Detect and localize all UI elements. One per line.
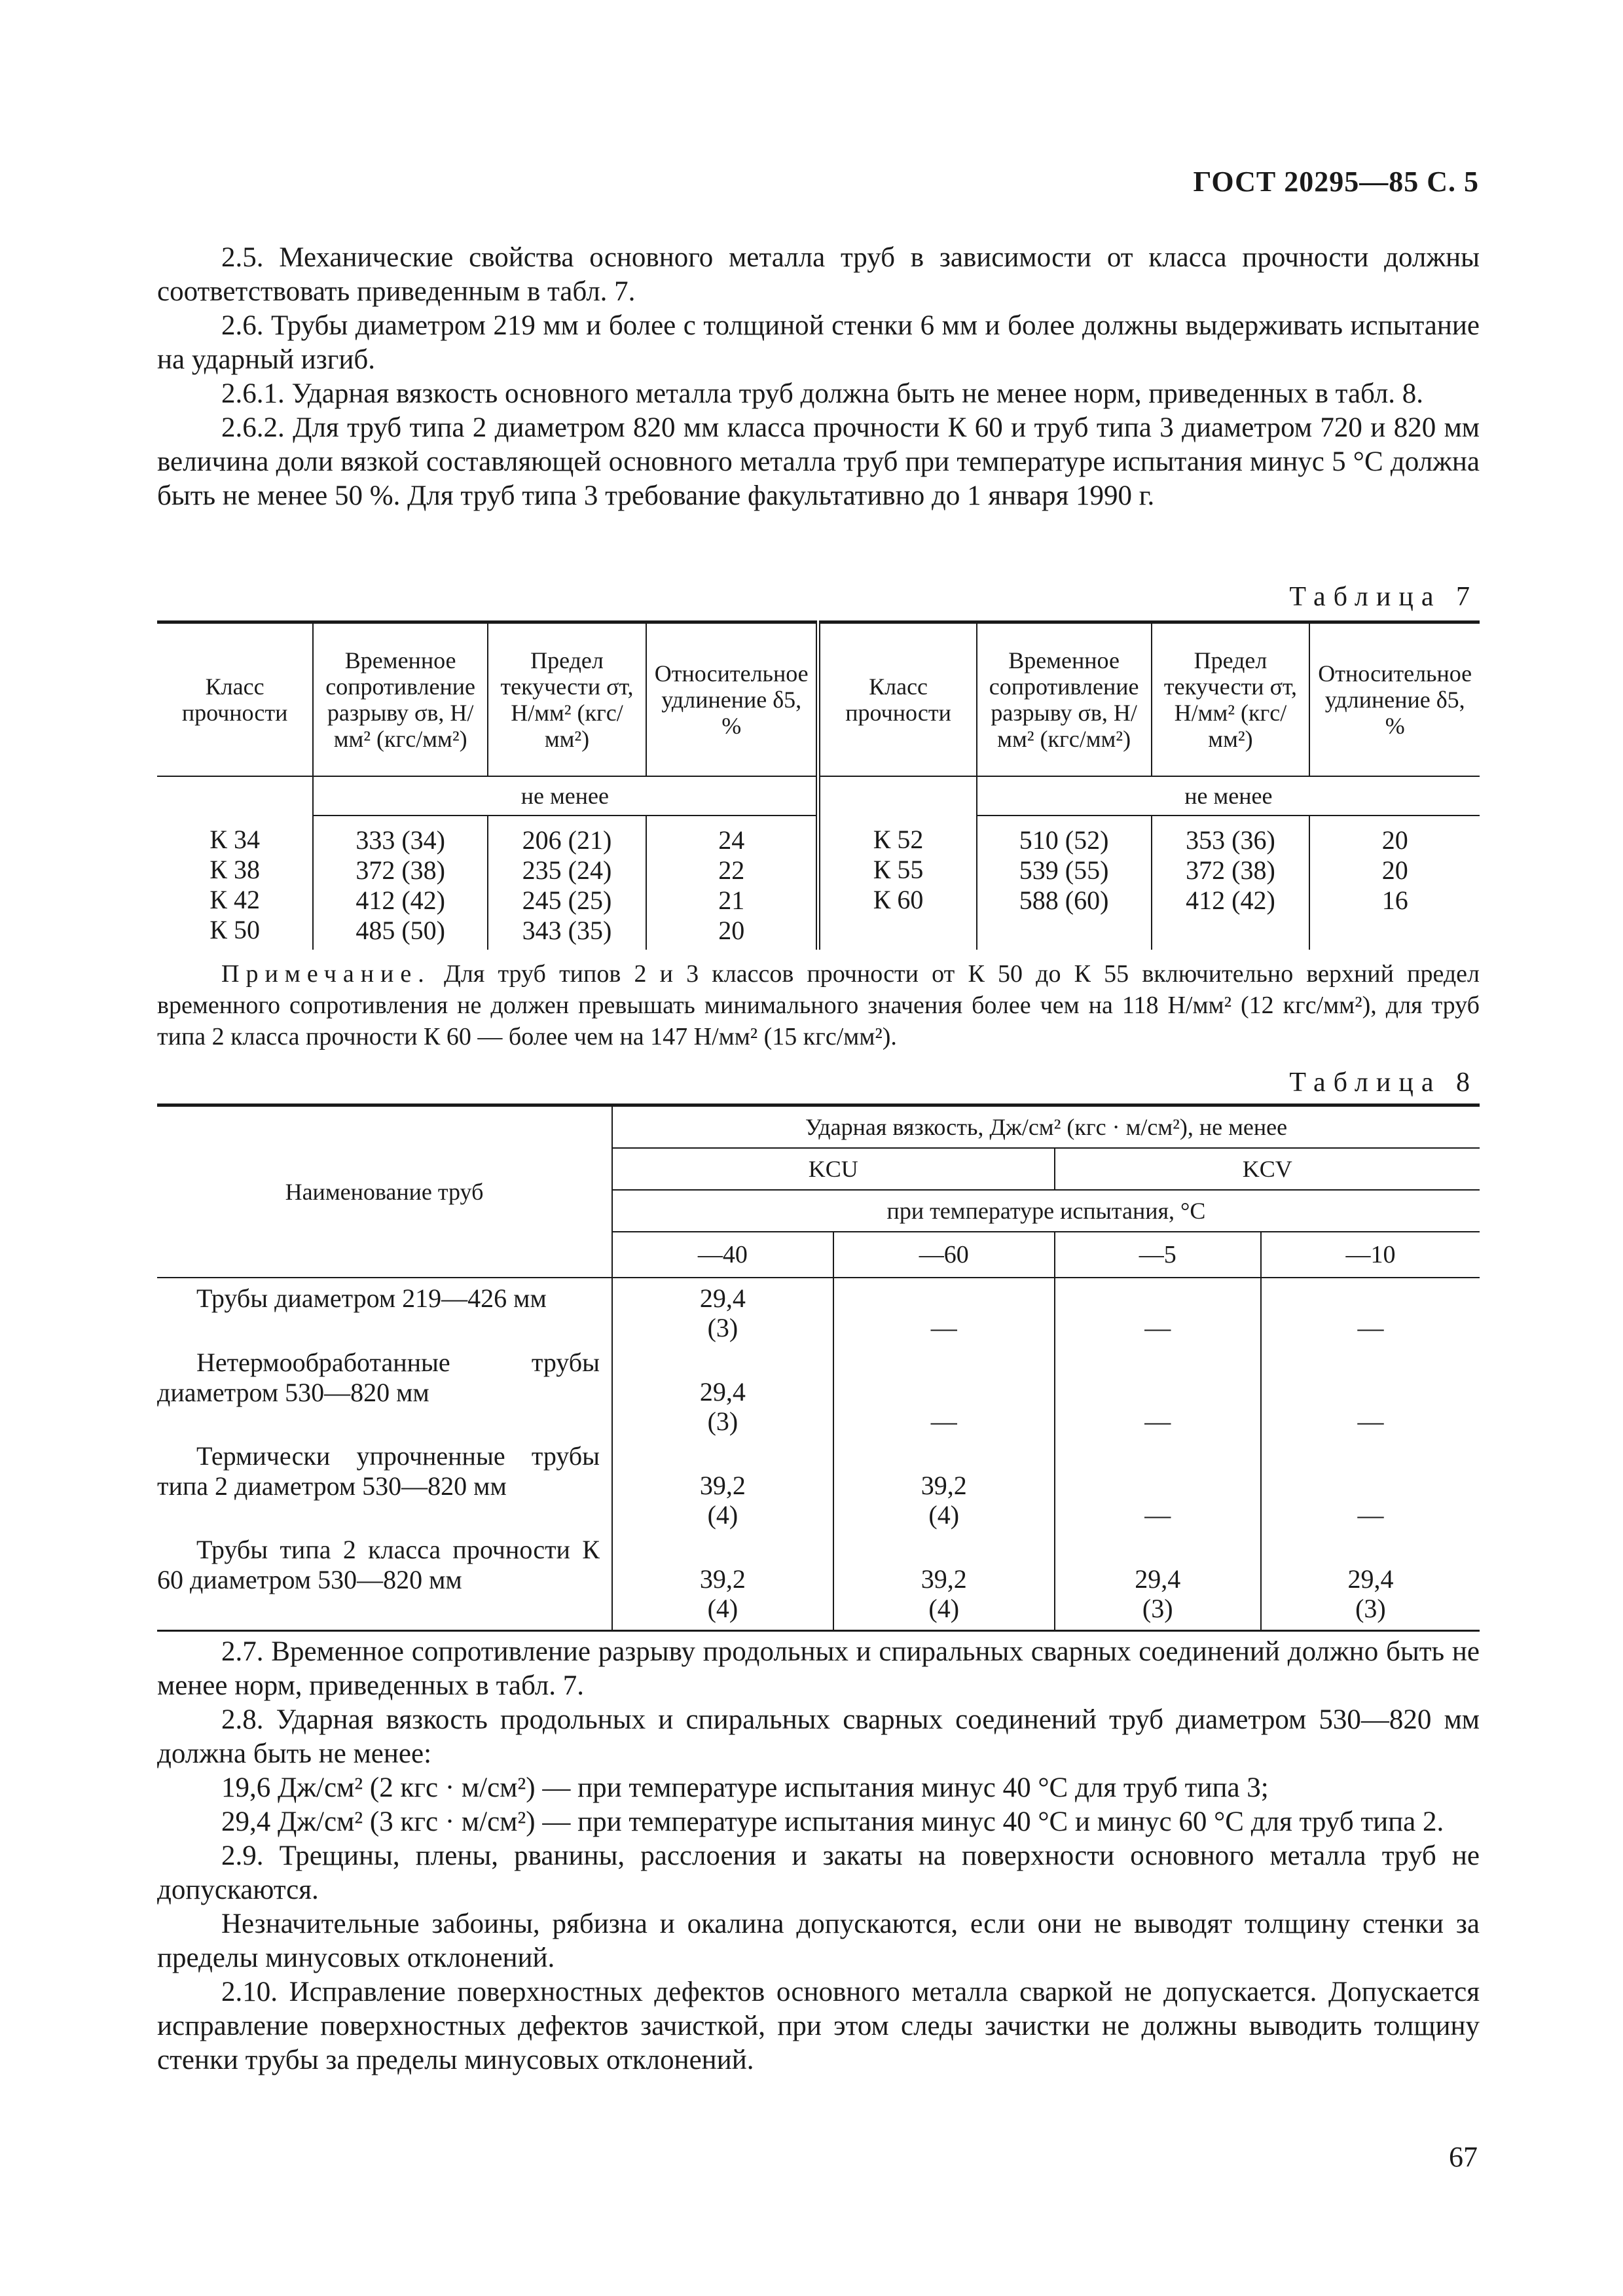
t8-cell: [1055, 1436, 1261, 1530]
t8-cell: [833, 1278, 1055, 1342]
t7-tensile-value: 539 (55): [1019, 855, 1109, 885]
t8-row-name: Нетермообработанные трубы диаметром 530—820 мм: [157, 1348, 600, 1407]
t8-cell-value: 39,2: [921, 1471, 967, 1500]
t8-cell-value: 39,2: [699, 1564, 746, 1594]
t8-cell: [1055, 1342, 1261, 1436]
t7-not-less-right: не менее: [977, 776, 1480, 816]
t8-cell-value: 29,4: [699, 1283, 746, 1313]
t8-cell: [612, 1342, 833, 1436]
paragraph-2-8-item-2: 29,4 Дж/см² (3 кгс · м/см²) — при температуре испытания минус 40 °С и минус 60 °С для труб типа 2.: [221, 1806, 1444, 1837]
paragraph-2-9-note: Незначительные забоины, рябизна и окалина допускаются, если они не выводят толщину стенки за пределы минусовых отклонений.: [157, 1909, 1480, 1973]
t8-cell: [833, 1436, 1055, 1530]
t8-cell-value: —: [1144, 1500, 1171, 1530]
page-number: 67: [1449, 2141, 1478, 2173]
t8-cell-value: —: [1357, 1500, 1384, 1530]
t8-temp-minus-5: —5: [1055, 1232, 1261, 1278]
t7-class: К 52: [873, 825, 924, 854]
t7-tensile-value: 588 (60): [1019, 886, 1109, 915]
t7-class: К 34: [210, 825, 260, 854]
table-7-caption: Таблица 7: [1289, 582, 1478, 612]
table-7: [157, 620, 1480, 950]
paragraph-2-5: 2.5. Механические свойства основного металла труб в зависимости от класса прочности должны соответствовать приведенным в табл. 7.: [157, 242, 1480, 307]
t7-elongation-value: 20: [1381, 825, 1408, 855]
t8-row-name: Трубы диаметром 219—426 мм: [196, 1283, 547, 1313]
t7-yield-value: 372 (38): [1186, 855, 1275, 885]
t8-cell: [612, 1436, 833, 1530]
t7-yield-value: 245 (25): [522, 886, 612, 915]
t8-cell-value-alt: (4): [928, 1500, 960, 1530]
t8-row: [157, 1436, 1480, 1530]
paragraph-2-6: 2.6. Трубы диаметром 219 мм и более с толщиной стенки 6 мм и более должны выдерживать испытание на ударный изгиб.: [157, 310, 1480, 375]
t8-cell-value-alt: (4): [928, 1594, 960, 1623]
t8-cell: [833, 1342, 1055, 1436]
t7-header-yield-left: Предел текучести σт, Н/мм² (кгс/мм²): [488, 622, 646, 777]
section-2-5-to-2-6-2: [157, 241, 1480, 513]
paragraph-2-9: 2.9. Трещины, плены, рванины, расслоения и закаты на поверхности основного металла труб не допускаются.: [157, 1840, 1480, 1905]
t8-row: [157, 1530, 1480, 1631]
t8-cell-value-alt: (3): [707, 1313, 739, 1342]
t8-row-name: Термически упрочненные трубы типа 2 диаметром 530—820 мм: [157, 1441, 600, 1501]
t8-header-name: Наименование труб: [157, 1105, 612, 1278]
t7-tensile-right: [977, 816, 1152, 950]
t7-blank-left: [157, 776, 313, 816]
t8-row-name: Трубы типа 2 класса прочности К 60 диаметром 530—820 мм: [157, 1530, 612, 1631]
paragraph-2-10: 2.10. Исправление поверхностных дефектов основного металла сваркой не допускается. Допускается исправление поверхностных дефектов зачисткой, при этом следы зачистки не должны выводить толщину стенки трубы за пределы минусовых отклонений.: [157, 1977, 1480, 2075]
t7-class: К 38: [210, 855, 260, 884]
t8-cell-value-alt: (3): [1355, 1594, 1386, 1623]
t8-temp-minus-40: —40: [612, 1232, 833, 1278]
t8-cell: [1261, 1436, 1480, 1530]
t7-yield-value: 412 (42): [1186, 886, 1275, 915]
t8-cell-value: —: [930, 1313, 957, 1342]
table-8-caption: Таблица 8: [1289, 1067, 1478, 1098]
note-text: Для труб типов 2 и 3 классов прочности от К 50 до К 55 включительно верхний предел временного сопротивления не должен превышать минимального значения более чем на 118 Н/мм² (12 кгс/мм²), для труб типа 2 класса прочности К 60 — более чем на 147 Н/мм² (15 кгс/мм²).: [157, 960, 1480, 1050]
t7-yield-value: 206 (21): [522, 825, 612, 855]
t7-elongation-value: 20: [1381, 855, 1408, 885]
t7-header-yield-right: Предел текучести σт, Н/мм² (кгс/мм²): [1152, 622, 1310, 777]
t8-cell-value-alt: (3): [707, 1407, 739, 1436]
t7-tensile-value: 510 (52): [1019, 825, 1109, 855]
t8-cell: [833, 1530, 1055, 1631]
paragraph-2-6-2: 2.6.2. Для труб типа 2 диаметром 820 мм класса прочности К 60 и труб типа 3 диаметром 720 и 820 мм величина доли вязкой составляющей основного металла труб при температуре испытания минус 5 °С должна быть не менее 50 %. Для труб типа 3 требование факультативно до 1 января 1990 г.: [157, 412, 1480, 511]
t8-cell: [1261, 1278, 1480, 1342]
paragraph-2-6-1: 2.6.1. Ударная вязкость основного металла труб должна быть не менее норм, приведенных в табл. 8.: [221, 378, 1424, 409]
t8-header-impact: Ударная вязкость, Дж/см² (кгс · м/см²), не менее: [612, 1105, 1480, 1149]
t8-header-temperature: при температуре испытания, °С: [612, 1190, 1480, 1232]
t7-elongation-value: 24: [718, 825, 745, 855]
t7-elongation-value: 20: [718, 916, 745, 945]
t7-header-class-right: Класс прочности: [818, 622, 977, 777]
t7-header-class-left: Класс прочности: [157, 622, 313, 777]
t7-header-elongation-left: Относительное удлинение δ5, %: [646, 622, 818, 777]
t7-yield-value: 235 (24): [522, 855, 612, 885]
t7-classes-left: [157, 816, 313, 950]
t8-cell-value: —: [1357, 1407, 1384, 1436]
t8-cell: [612, 1530, 833, 1631]
t7-class: К 50: [210, 915, 260, 944]
t8-cell-value: 39,2: [699, 1471, 746, 1500]
t7-class: К 42: [210, 885, 260, 914]
t7-tensile-value: 412 (42): [356, 886, 445, 915]
t7-yield-right: [1152, 816, 1310, 950]
t7-elongation-value: 21: [718, 886, 745, 915]
t7-header-elongation-right: Относительное удлинение δ5, %: [1309, 622, 1480, 777]
t7-yield-value: 353 (36): [1186, 825, 1275, 855]
t7-header-tensile-right: Временное сопротивление разрыву σв, Н/мм² (кгс/мм²): [977, 622, 1152, 777]
t8-cell-value-alt: (4): [707, 1594, 739, 1623]
t8-cell-value: —: [1357, 1313, 1384, 1342]
t7-not-less-left: не менее: [313, 776, 818, 816]
t7-tensile-left: [313, 816, 488, 950]
t8-temp-minus-10: —10: [1261, 1232, 1480, 1278]
t7-class: К 60: [873, 885, 924, 914]
t7-elongation-value: 16: [1381, 886, 1408, 915]
page-header: ГОСТ 20295—85 С. 5: [1193, 166, 1479, 198]
note-label: Примечание.: [221, 960, 431, 988]
paragraph-2-7: 2.7. Временное сопротивление разрыву продольных и спиральных сварных соединений должно быть не менее норм, приведенных в табл. 7.: [157, 1636, 1480, 1701]
table-7-note: [157, 958, 1480, 1052]
t7-classes-right: [818, 816, 977, 950]
t8-cell-value: —: [1144, 1407, 1171, 1436]
t8-cell-value: 39,2: [921, 1564, 967, 1594]
t8-cell: [1261, 1530, 1480, 1631]
t7-tensile-value: 485 (50): [356, 916, 445, 945]
t7-blank-right: [818, 776, 977, 816]
t7-yield-left: [488, 816, 646, 950]
t8-cell: [1261, 1342, 1480, 1436]
t8-cell-value: —: [930, 1407, 957, 1436]
t8-row: [157, 1278, 1480, 1342]
t7-elongation-value: 22: [718, 855, 745, 885]
section-2-7-to-2-10: [157, 1635, 1480, 2077]
t7-elongation-left: [646, 816, 818, 950]
t7-class: К 55: [873, 855, 924, 884]
table-8: [157, 1103, 1480, 1632]
t8-cell-value: 29,4: [1135, 1564, 1181, 1594]
t8-row: [157, 1342, 1480, 1436]
t8-header-kcu: KCU: [612, 1148, 1055, 1190]
paragraph-2-8: 2.8. Ударная вязкость продольных и спиральных сварных соединений труб диаметром 530—820 мм должна быть не менее:: [157, 1704, 1480, 1769]
t8-temp-minus-60: —60: [833, 1232, 1055, 1278]
t8-cell-value: —: [1144, 1313, 1171, 1342]
t7-header-tensile-left: Временное сопротивление разрыву σв, Н/мм² (кгс/мм²): [313, 622, 488, 777]
t7-yield-value: 343 (35): [522, 916, 612, 945]
t8-cell-value: 29,4: [699, 1377, 746, 1407]
t8-cell-value-alt: (4): [707, 1500, 739, 1530]
t7-tensile-value: 372 (38): [356, 855, 445, 885]
t7-elongation-right: [1309, 816, 1480, 950]
paragraph-2-8-item-1: 19,6 Дж/см² (2 кгс · м/см²) — при температуре испытания минус 40 °С для труб типа 3;: [221, 1772, 1269, 1803]
t8-cell: [1055, 1278, 1261, 1342]
t8-cell: [612, 1278, 833, 1342]
t7-tensile-value: 333 (34): [356, 825, 445, 855]
t8-cell: [1055, 1530, 1261, 1631]
t8-cell-value: 29,4: [1347, 1564, 1394, 1594]
t8-cell-value-alt: (3): [1142, 1594, 1173, 1623]
t8-header-kcv: KCV: [1055, 1148, 1480, 1190]
